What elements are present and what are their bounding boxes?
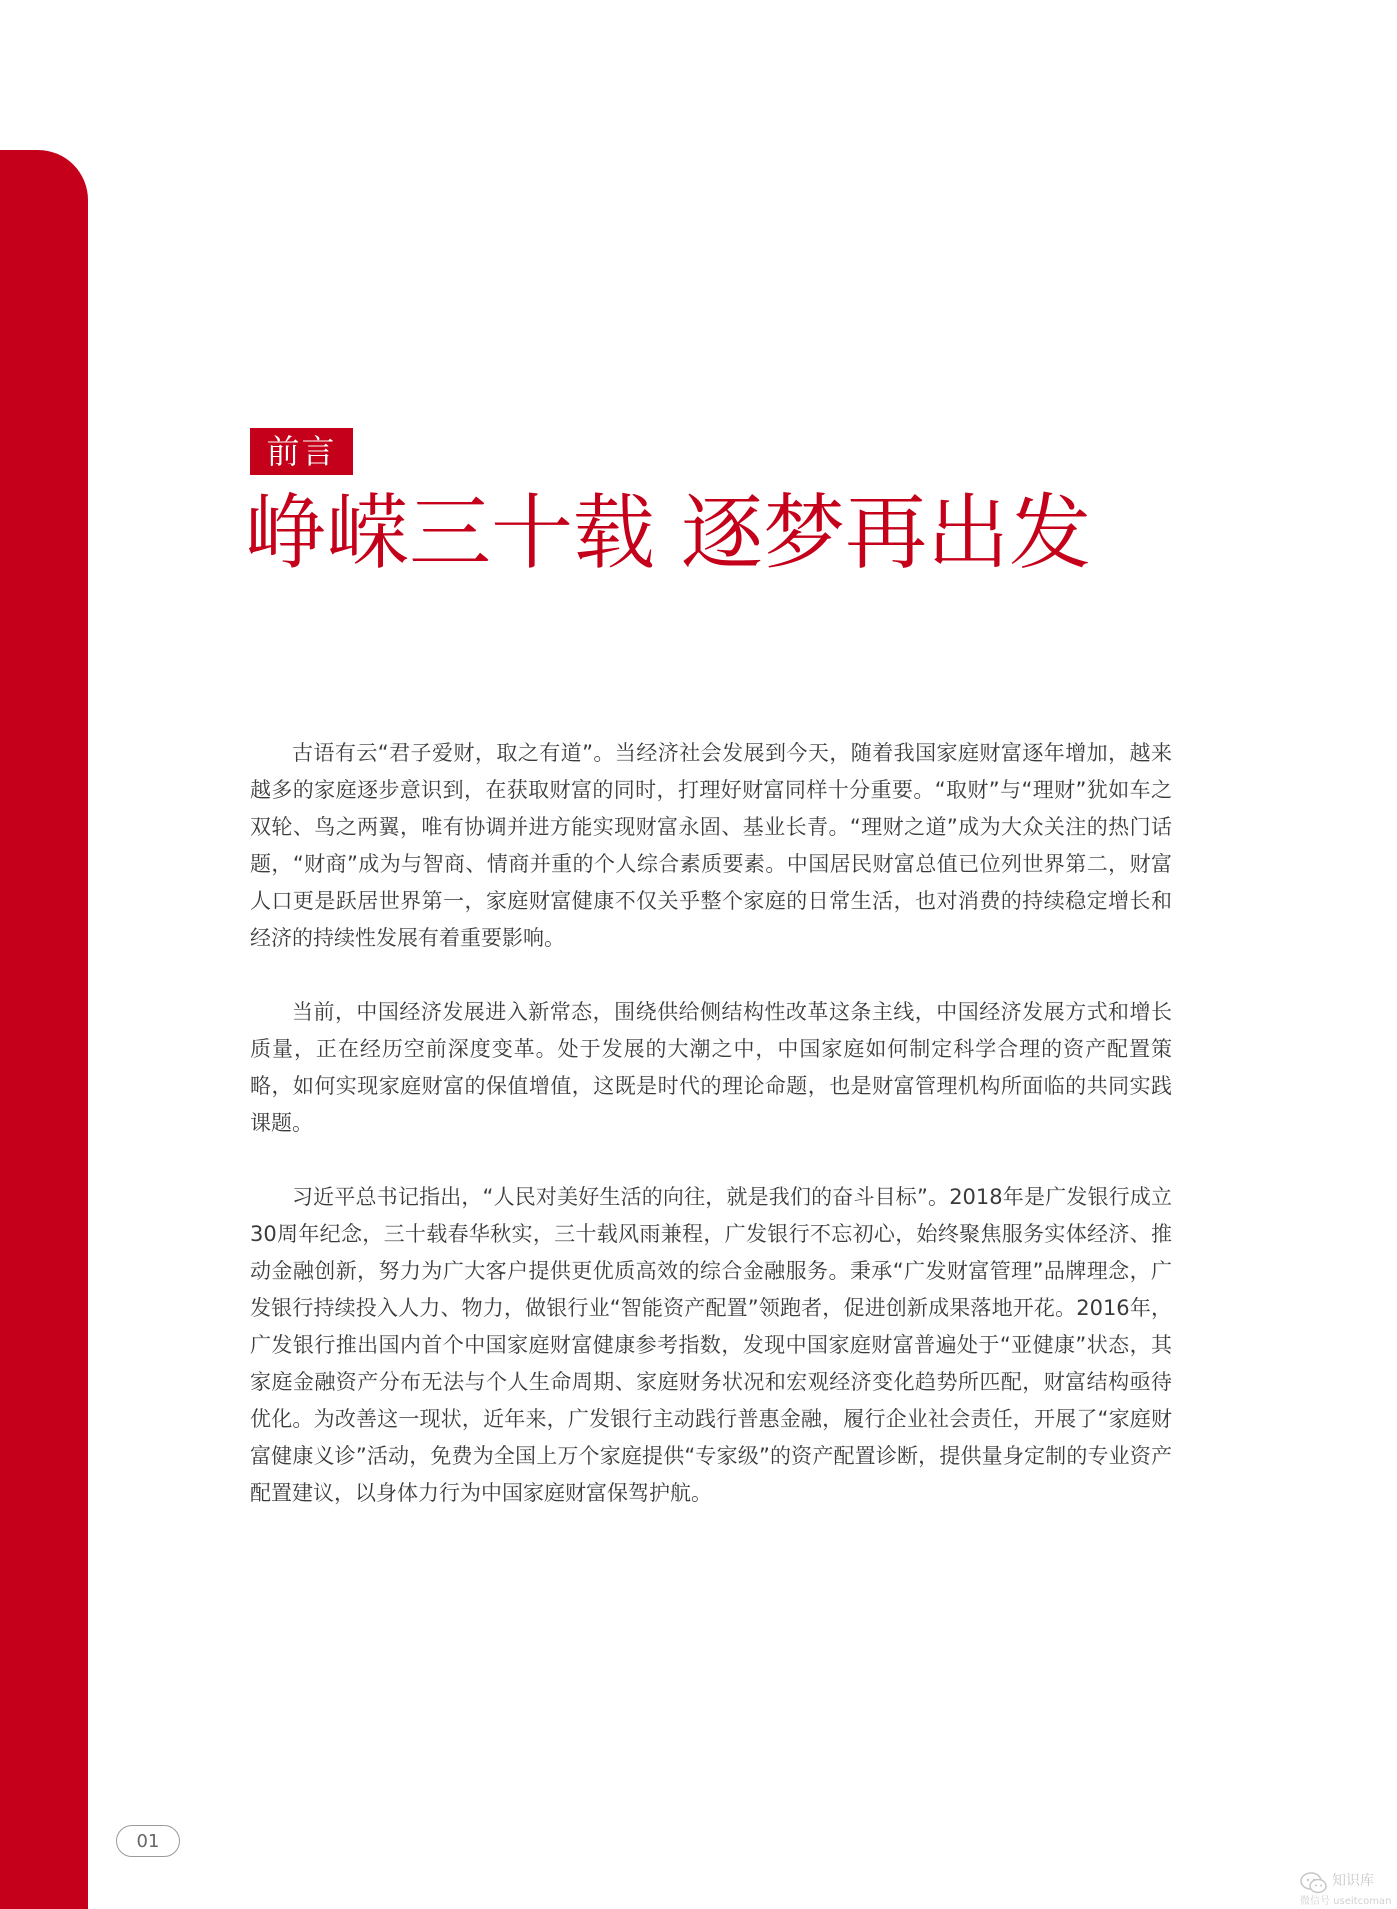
paragraph: 习近平总书记指出，“人民对美好生活的向往，就是我们的奋斗目标”。2018年是广发银行成立30周年纪念，三十载春华秋实，三十载风雨兼程，广发银行不忘初心，始终聚焦服务实体经济、推动金融创新，努力为广大客户提供更优质高效的综合金融服务。秉承“广发财富管理”品牌理念，广发银行持续投入人力、物力，做银行业“智能资产配置”领跑者，促进创新成果落地开花。2016年，广发银行推出国内首个中国家庭财富健康参考指数，发现中国家庭财富普遍处于“亚健康”状态，其家庭金融资产分布无法与个人生命周期、家庭财务状况和宏观经济变化趋势所匹配，财富结构亟待优化。为改善这一现状，近年来，广发银行主动践行普惠金融，履行企业社会责任，开展了“家庭财富健康义诊”活动，免费为全国上万个家庭提供“专家级”的资产配置诊断，提供量身定制的专业资产配置建议，以身体力行为中国家庭财富保驾护航。	[250, 1185, 1172, 1505]
paragraph: 当前，中国经济发展进入新常态，围绕供给侧结构性改革这条主线，中国经济发展方式和增长质量，正在经历空前深度变革。处于发展的大潮之中，中国家庭如何制定科学合理的资产配置策略，如何实现家庭财富的保值增值，这既是时代的理论命题，也是财富管理机构所面临的共同实践课题。	[250, 1000, 1172, 1135]
section-tag: 前言	[250, 428, 353, 475]
watermark-name: 知识库	[1332, 1873, 1374, 1889]
page-title: 峥嵘三十载 逐梦再出发	[245, 486, 1092, 581]
paragraph: 古语有云“君子爱财，取之有道”。当经济社会发展到今天，随着我国家庭财富逐年增加，越来越多的家庭逐步意识到，在获取财富的同时，打理好财富同样十分重要。“取财”与“理财”犹如车之双轮、鸟之两翼，唯有协调并进方能实现财富永固、基业长青。“理财之道”成为大众关注的热门话题，“财商”成为与智商、情商并重的个人综合素质要素。中国居民财富总值已位列世界第二，财富人口更是跃居世界第一，家庭财富健康不仅关乎整个家庭的日常生活，也对消费的持续稳定增长和经济的持续性发展有着重要影响。	[250, 741, 1172, 950]
watermark	[1300, 1868, 1397, 1908]
page-number: 01	[116, 1825, 180, 1857]
body-text	[250, 735, 1172, 1549]
wechat-icon	[1300, 1872, 1328, 1894]
left-red-band	[0, 150, 88, 1909]
watermark-subtitle: 微信号 useitcoman	[1300, 1896, 1392, 1907]
